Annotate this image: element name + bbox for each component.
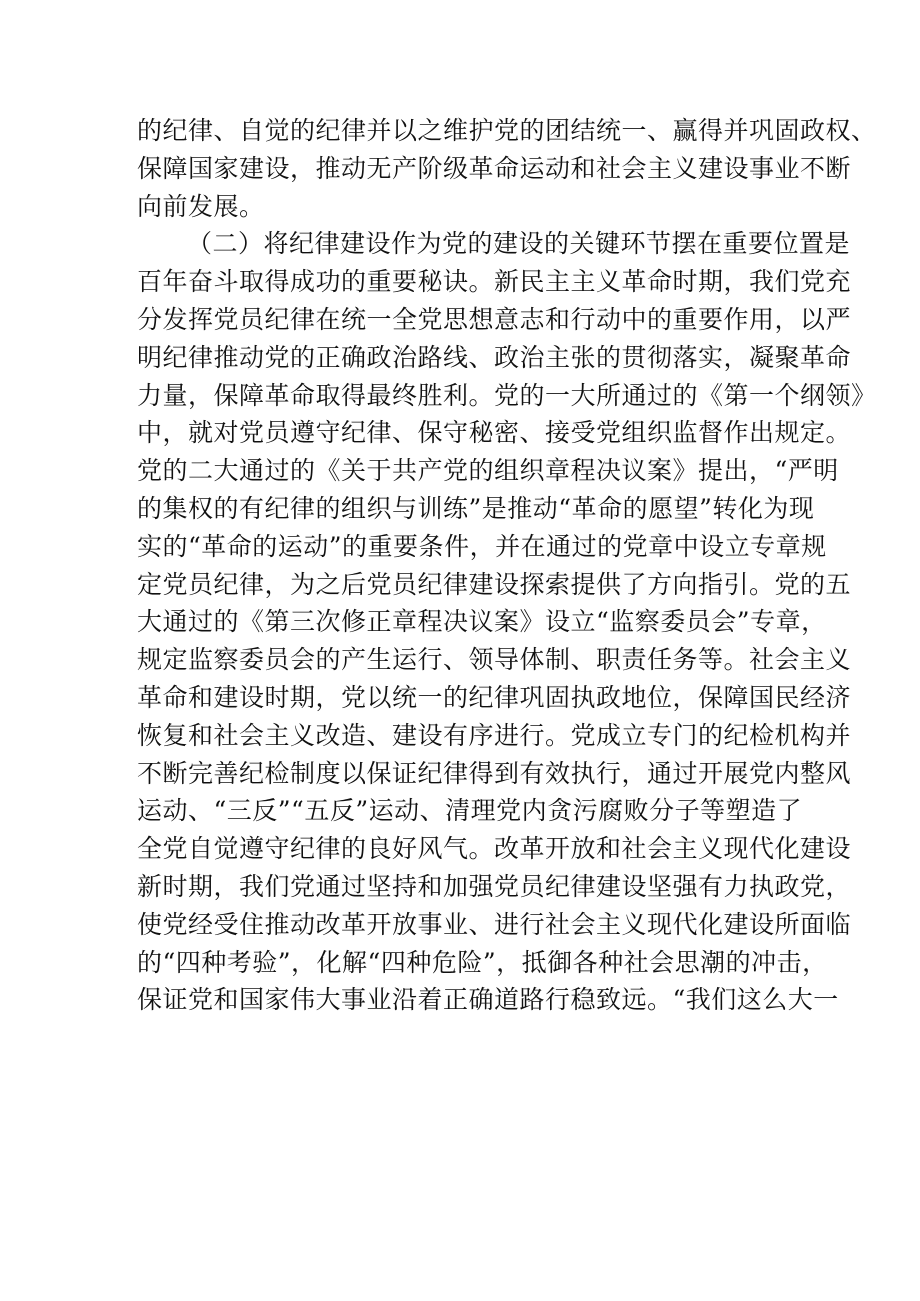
section-heading-line: （二）将纪律建设作为党的建设的关键环节摆在重要位置是	[187, 229, 851, 259]
text-line: 革命和建设时期，党以统一的纪律巩固执政地位，保障国民经济	[137, 682, 852, 712]
text-line: 不断完善纪检制度以保证纪律得到有效执行，通过开展党内整风	[137, 758, 852, 788]
text-line: 大通过的《第三次修正章程决议案》设立“监察委员会”专章，	[137, 607, 827, 637]
text-line: 使党经受住推动改革开放事业、进行社会主义现代化建设所面临	[137, 909, 852, 939]
text-line: 定党员纪律，为之后党员纪律建设探索提供了方向指引。党的五	[137, 569, 852, 599]
text-line: 保障国家建设，推动无产阶级革命运动和社会主义建设事业不断	[137, 153, 852, 183]
text-line: 中，就对党员遵守纪律、保守秘密、接受党组织监督作出规定。	[137, 418, 852, 448]
text-line: 实的“革命的运动”的重要条件，并在通过的党章中设立专章规	[137, 531, 827, 561]
text-line: 的“四种考验”，化解“四种危险”，抵御各种社会思潮的冲击，	[137, 947, 828, 977]
text-line: 运动、“三反”“五反”运动、清理党内贪污腐败分子等塑造了	[137, 796, 803, 826]
text-line: 党的二大通过的《关于共产党的组织章程决议案》提出，“严明	[137, 456, 839, 486]
text-line: 明纪律推动党的正确政治路线、政治主张的贯彻落实，凝聚革命	[137, 342, 852, 372]
document-body	[137, 112, 877, 1019]
text-line: 力量，保障革命取得最终胜利。党的一大所通过的《第一个纲领》	[137, 380, 877, 410]
text-line: 百年奋斗取得成功的重要秘诀。新民主主义革命时期，我们党充	[137, 267, 852, 297]
text-line: 全党自觉遵守纪律的良好风气。改革开放和社会主义现代化建设	[137, 834, 852, 864]
text-line: 向前发展。	[137, 191, 265, 221]
text-line: 规定监察委员会的产生运行、领导体制、职责任务等。社会主义	[137, 645, 852, 675]
text-line: 的集权的有纪律的组织与训练”是推动“革命的愿望”转化为现	[137, 493, 815, 523]
text-line: 的纪律、自觉的纪律并以之维护党的团结统一、赢得并巩固政权、	[137, 116, 877, 145]
text-line: 恢复和社会主义改造、建设有序进行。党成立专门的纪检机构并	[137, 720, 852, 750]
text-line: 新时期，我们党通过坚持和加强党员纪律建设坚强有力执政党，	[137, 871, 852, 901]
text-line: 保证党和国家伟大事业沿着正确道路行稳致远。“我们这么大一	[137, 985, 839, 1015]
text-line: 分发挥党员纪律在统一全党思想意志和行动中的重要作用，以严	[137, 304, 852, 334]
